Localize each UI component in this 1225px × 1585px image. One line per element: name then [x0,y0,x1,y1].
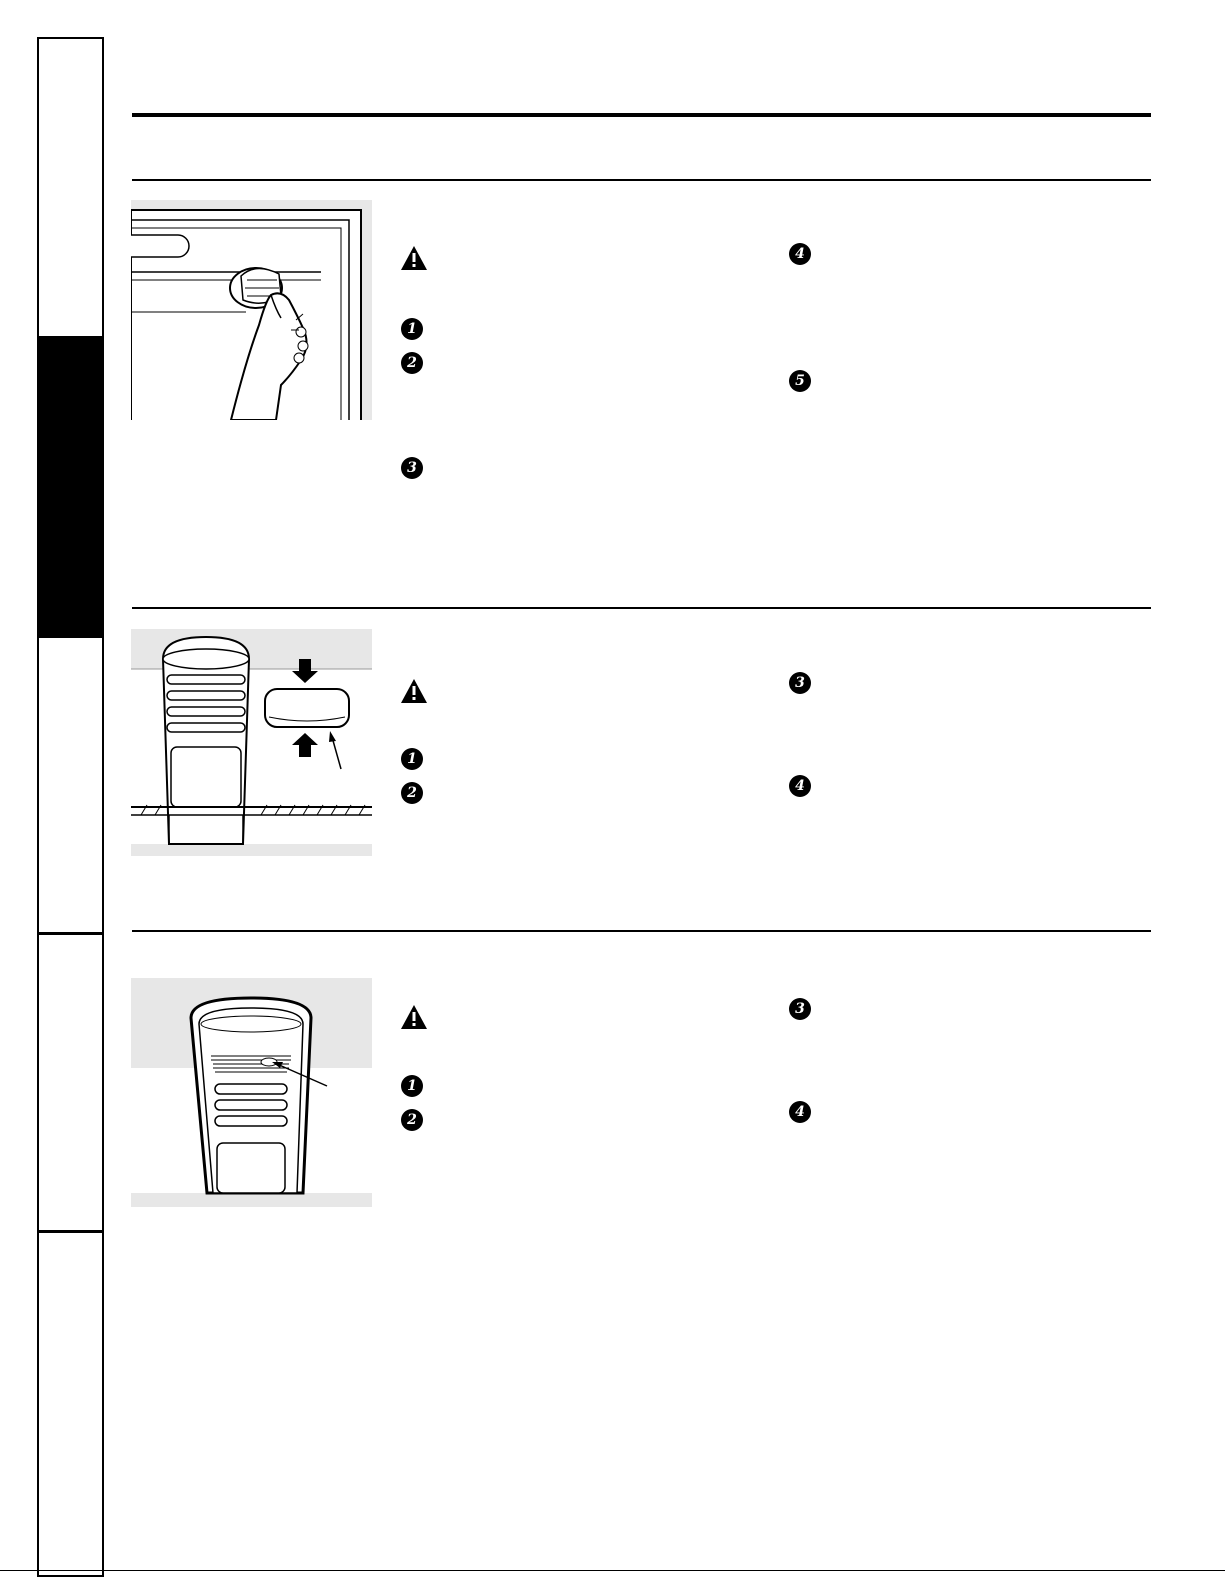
step-1-badge: 1 [401,1075,423,1097]
step-1-badge: 1 [401,748,423,770]
section-2-rule [132,607,1151,609]
filter-housing-illustration [131,978,372,1207]
step-4-badge: 4 [789,243,811,265]
side-tab-2-active[interactable] [39,336,102,636]
warning-triangle-icon [400,1004,428,1030]
step-4-badge: 4 [789,1101,811,1123]
step-5-badge: 5 [789,370,811,392]
step-2-badge: 2 [401,352,423,374]
step-2-badge: 2 [401,1109,423,1131]
side-tab-strip [37,37,104,1577]
step-1-badge: 1 [401,318,423,340]
side-tab-4[interactable] [39,935,102,1231]
step-4-badge: 4 [789,775,811,797]
filter-removal-illustration [131,200,372,420]
warning-triangle-icon [400,678,428,704]
filter-cartridge-shelf-illustration [131,629,372,856]
step-2-badge: 2 [401,782,423,804]
side-tab-1[interactable] [39,39,102,336]
page-bottom-line [0,1570,1225,1571]
side-tab-5[interactable] [39,1233,102,1575]
side-tab-3[interactable] [39,638,102,934]
header-thick-rule [132,113,1151,117]
section-3-rule [132,930,1151,932]
warning-triangle-icon [400,245,428,271]
step-3-badge: 3 [401,457,423,479]
step-3-badge: 3 [789,672,811,694]
step-3-badge: 3 [789,998,811,1020]
section-1-rule [132,179,1151,181]
